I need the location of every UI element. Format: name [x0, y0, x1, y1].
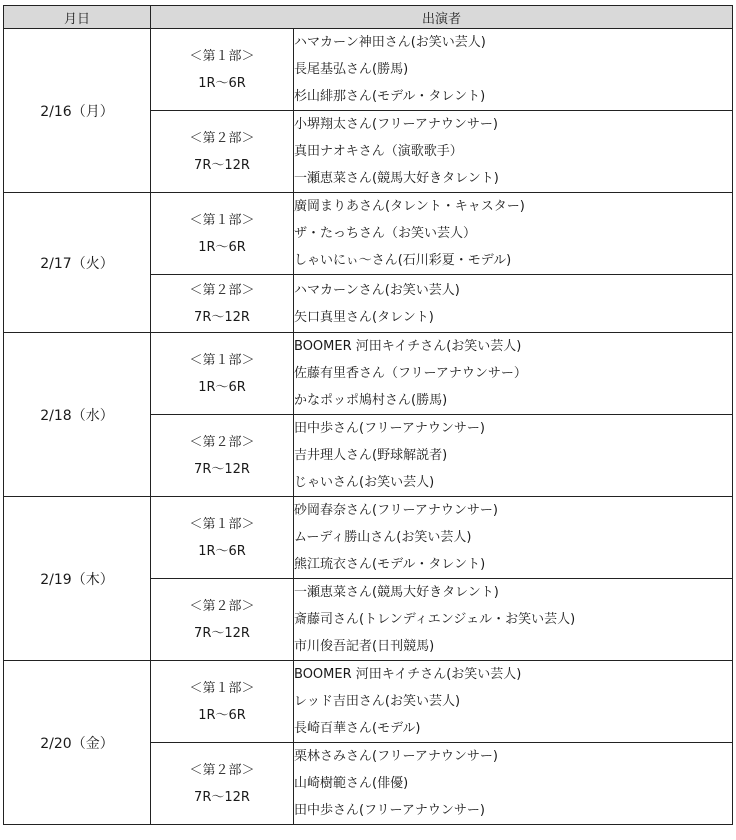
- schedule-row: [4, 497, 733, 579]
- performers-cell: [294, 29, 733, 111]
- date-cell: 2/17（火）: [4, 193, 151, 333]
- performer-entry: ハマカーン神田さん(お笑い芸人): [294, 35, 486, 50]
- performers-cell: [294, 579, 733, 661]
- performers-cell: [294, 275, 733, 333]
- race-range: 1R～6R: [198, 543, 246, 559]
- session-cell: [151, 333, 294, 415]
- session-cell: [151, 29, 294, 111]
- session-cell: [151, 743, 294, 825]
- performer-entry: 矢口真里さん(タレント): [294, 309, 434, 325]
- schedule-body: [4, 29, 733, 825]
- date-cell: 2/19（木）: [4, 497, 151, 661]
- performers-cell: [294, 415, 733, 497]
- performer-entry: かなポッポ鳩村さん(勝馬): [294, 393, 448, 408]
- schedule-row: [4, 333, 733, 415]
- performers-cell: [294, 497, 733, 579]
- session-label: ＜第２部＞: [189, 762, 255, 778]
- performer-entry: 砂岡春奈さん(フリーアナウンサー): [294, 503, 498, 518]
- schedule-row: [4, 661, 733, 743]
- performer-entry: レッド吉田さん(お笑い芸人): [294, 694, 461, 709]
- performer-entry: 真田ナオキさん（演歌歌手）: [294, 144, 463, 159]
- performer-entry: じゃいさん(お笑い芸人): [294, 475, 435, 490]
- race-range: 7R～12R: [194, 625, 250, 641]
- race-range: 1R～6R: [198, 707, 246, 723]
- race-range: 1R～6R: [198, 379, 246, 395]
- schedule-row: [4, 29, 733, 111]
- date-column-header: 月日: [4, 6, 151, 29]
- performer-entry: 長崎百華さん(モデル): [294, 721, 421, 736]
- performer-entry: ハマカーンさん(お笑い芸人): [294, 282, 460, 298]
- race-range: 7R～12R: [194, 309, 250, 325]
- performers-cell: [294, 743, 733, 825]
- race-range: 7R～12R: [194, 461, 250, 477]
- header-row: [4, 6, 733, 29]
- session-cell: [151, 579, 294, 661]
- performer-entry: ザ・たっちさん（お笑い芸人）: [294, 226, 477, 241]
- performer-entry: 一瀬恵菜さん(競馬大好きタレント): [294, 585, 499, 600]
- performer-entry: 山崎樹範さん(俳優): [294, 776, 409, 791]
- schedule-row: [4, 193, 733, 275]
- session-cell: [151, 497, 294, 579]
- date-cell: 2/16（月）: [4, 29, 151, 193]
- performer-entry: BOOMER 河田キイチさん(お笑い芸人): [294, 667, 522, 682]
- session-label: ＜第１部＞: [189, 352, 255, 368]
- session-cell: [151, 415, 294, 497]
- race-range: 7R～12R: [194, 157, 250, 173]
- race-range: 1R～6R: [198, 75, 246, 91]
- session-cell: [151, 661, 294, 743]
- performers-cell: [294, 333, 733, 415]
- performer-entry: 杉山緋那さん(モデル・タレント): [294, 89, 486, 104]
- session-label: ＜第２部＞: [189, 282, 255, 298]
- session-label: ＜第１部＞: [189, 212, 255, 228]
- session-cell: [151, 275, 294, 333]
- date-cell: 2/20（金）: [4, 661, 151, 825]
- race-range: 7R～12R: [194, 789, 250, 805]
- session-label: ＜第１部＞: [189, 680, 255, 696]
- performer-entry: 一瀬恵菜さん(競馬大好きタレント): [294, 171, 499, 186]
- performer-entry: 田中歩さん(フリーアナウンサー): [294, 421, 485, 436]
- performer-entry: ムーディ勝山さん(お笑い芸人): [294, 530, 472, 545]
- performers-column-header: 出演者: [151, 6, 733, 29]
- performer-entry: 栗林さみさん(フリーアナウンサー): [294, 749, 498, 764]
- performers-cell: [294, 661, 733, 743]
- performer-entry: 田中歩さん(フリーアナウンサー): [294, 803, 485, 818]
- date-cell: 2/18（水）: [4, 333, 151, 497]
- schedule-table: [3, 5, 733, 825]
- performers-cell: [294, 111, 733, 193]
- session-label: ＜第１部＞: [189, 516, 255, 532]
- session-cell: [151, 193, 294, 275]
- session-label: ＜第２部＞: [189, 130, 255, 146]
- performer-entry: 熊江琉衣さん(モデル・タレント): [294, 557, 486, 572]
- session-label: ＜第２部＞: [189, 434, 255, 450]
- performer-entry: 廣岡まりあさん(タレント・キャスター): [294, 199, 525, 214]
- performer-entry: 吉井理人さん(野球解説者): [294, 448, 448, 463]
- performer-entry: 斎藤司さん(トレンディエンジェル・お笑い芸人): [294, 612, 576, 627]
- session-label: ＜第２部＞: [189, 598, 255, 614]
- race-range: 1R～6R: [198, 239, 246, 255]
- performer-entry: 市川俊吾記者(日刊競馬): [294, 639, 435, 654]
- session-label: ＜第１部＞: [189, 48, 255, 64]
- session-cell: [151, 111, 294, 193]
- performer-entry: BOOMER 河田キイチさん(お笑い芸人): [294, 339, 522, 354]
- performers-cell: [294, 193, 733, 275]
- performer-entry: 長尾基弘さん(勝馬): [294, 62, 409, 77]
- performer-entry: 佐藤有里香さん（フリーアナウンサー）: [294, 366, 527, 381]
- performer-entry: 小堺翔太さん(フリーアナウンサー): [294, 117, 498, 132]
- performer-entry: しゃいにぃ～さん(石川彩夏・モデル): [294, 253, 512, 268]
